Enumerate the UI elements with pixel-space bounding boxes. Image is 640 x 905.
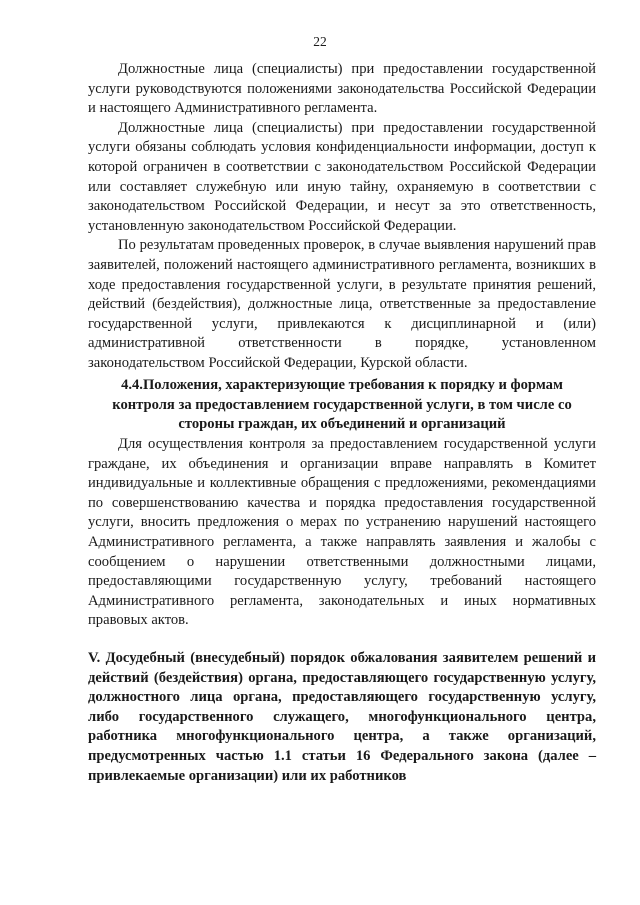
page-number: 22 xyxy=(313,34,327,49)
paragraph-confidentiality: Должностные лица (специалисты) при предоставлении государственной услуги обязаны соблюдать условия конфиденциальности информации, доступ к которой ограничен в соответствии с законодательством Российской Федерации или составляет служебную или иную тайну, охраняемую в соответствии с законодательством Российской Федерации, и несут за это ответственность, установленную законодательством Российской Федерации. xyxy=(88,119,596,234)
heading-section-v: V. Досудебный (внесудебный) порядок обжалования заявителем решений и действий (бездействия) органа, предоставляющего государственную услугу, должностного лица органа, предоставляющего государственную услугу, либо государственного служащего, многофункционального центра, работника многофункционального центра, а также организаций, предусмотренных частью 1.1 статьи 16 Федерального закона (далее – привлекаемые организации) или их работников xyxy=(88,650,596,784)
paragraph-officials-guidance: Должностные лица (специалисты) при предоставлении государственной услуги руководствуются положениями законодательства Российской Федерации и настоящего Административного регламента. xyxy=(88,61,596,117)
paragraph-citizen-control: Для осуществления контроля за предоставлением государственной услуги граждане, их объединения и организации вправе направлять в Комитет индивидуальные и коллективные обращения с предложениями, рекомендациями по совершенствованию качества и порядка предоставления государственной услуги, вносить предложения о мерах по устранению нарушений настоящего Административного регламента, а также направлять заявления и жалобы с сообщением о нарушении ответственными должностными лицами, предоставляющими государственную услугу, требований настоящего Административного регламента, законодательных и иных нормативных правовых актов. xyxy=(88,436,596,629)
section-top-text xyxy=(88,60,596,374)
section-4-4-text xyxy=(88,435,596,631)
paragraph-inspection-results: По результатам проведенных проверок, в случае выявления нарушений прав заявителей, положений настоящего административного регламента, возникших в ходе предоставления государственной услуги, в результате принятия решений, действий (бездействия), должностные лица, ответственные за предоставление государственной услуги, привлекаются к дисциплинарной и (или) административной ответственности в порядке, установленном законодательством Российской Федерации, Курской области. xyxy=(88,237,596,371)
heading-section-4-4: 4.4.Положения, характеризующие требования к порядку и формам контроля за предоставлением государственной услуги, в том числе со стороны граждан, их объединений и организаций xyxy=(112,377,572,433)
